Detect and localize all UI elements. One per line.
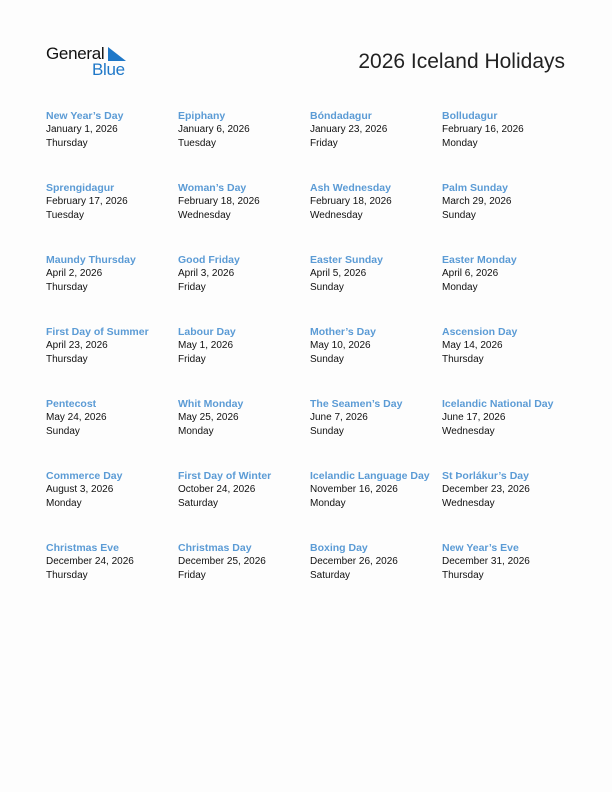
holiday-row [46, 541, 576, 613]
holiday-name: Maundy Thursday [46, 254, 136, 266]
holiday-weekday: Saturday [310, 570, 351, 581]
holiday-date: April 5, 2026 [310, 268, 367, 279]
holiday-row [46, 397, 576, 469]
holiday-weekday: Friday [178, 570, 206, 581]
page-title: 2026 Iceland Holidays [358, 50, 565, 73]
holiday-name: The Seamen’s Day [310, 398, 403, 410]
holiday-date: June 17, 2026 [442, 412, 506, 423]
holiday-date: October 24, 2026 [178, 484, 256, 495]
holiday-name: Whit Monday [178, 398, 244, 410]
holiday-entry [442, 469, 574, 541]
holiday-weekday: Thursday [46, 282, 88, 293]
holiday-weekday: Sunday [46, 426, 80, 437]
holiday-weekday: Monday [46, 498, 82, 509]
holiday-date: August 3, 2026 [46, 484, 114, 495]
holiday-name: Epiphany [178, 110, 226, 122]
holiday-entry [178, 253, 310, 325]
holiday-entry [46, 109, 178, 181]
holiday-weekday: Sunday [442, 210, 476, 221]
holiday-date: June 7, 2026 [310, 412, 368, 423]
holiday-entry [46, 541, 178, 613]
holiday-date: February 18, 2026 [310, 196, 392, 207]
holiday-name: Woman’s Day [178, 182, 247, 194]
holiday-entry [310, 397, 442, 469]
holiday-row [46, 253, 576, 325]
holiday-name: St Þorlákur’s Day [442, 470, 529, 482]
holiday-weekday: Monday [442, 138, 478, 149]
holiday-name: First Day of Summer [46, 326, 149, 338]
holiday-weekday: Friday [310, 138, 338, 149]
holiday-weekday: Saturday [178, 498, 219, 509]
holiday-row [46, 109, 576, 181]
holiday-name: Ash Wednesday [310, 182, 391, 194]
holiday-weekday: Wednesday [310, 210, 363, 221]
holiday-entry [178, 469, 310, 541]
holiday-weekday: Thursday [46, 570, 88, 581]
holiday-date: April 23, 2026 [46, 340, 108, 351]
holiday-date: May 14, 2026 [442, 340, 503, 351]
holiday-entry [178, 397, 310, 469]
holiday-row [46, 325, 576, 397]
holiday-name: Easter Monday [442, 254, 517, 266]
holiday-name: Boxing Day [310, 542, 368, 554]
holiday-weekday: Sunday [310, 426, 344, 437]
holiday-date: May 10, 2026 [310, 340, 371, 351]
brand-logo [46, 44, 136, 80]
holiday-weekday: Friday [178, 282, 206, 293]
holiday-row [46, 181, 576, 253]
holiday-name: Ascension Day [442, 326, 518, 338]
logo-text-blue: Blue [92, 60, 125, 79]
holiday-entry [310, 253, 442, 325]
holiday-date: December 23, 2026 [442, 484, 530, 495]
holiday-name: Pentecost [46, 398, 97, 410]
holiday-weekday: Sunday [310, 354, 344, 365]
holiday-entry [178, 325, 310, 397]
holiday-name: First Day of Winter [178, 470, 272, 482]
holiday-entry [178, 109, 310, 181]
holiday-entry [310, 325, 442, 397]
holiday-entry [310, 469, 442, 541]
holiday-date: December 26, 2026 [310, 556, 398, 567]
holiday-entry [178, 541, 310, 613]
holiday-entry [178, 181, 310, 253]
holiday-weekday: Monday [310, 498, 346, 509]
holiday-date: November 16, 2026 [310, 484, 398, 495]
holiday-name: Good Friday [178, 254, 240, 266]
holiday-weekday: Thursday [442, 354, 484, 365]
holiday-entry [46, 469, 178, 541]
holiday-entry [442, 397, 574, 469]
holiday-name: Commerce Day [46, 470, 123, 482]
holiday-weekday: Friday [178, 354, 206, 365]
holiday-date: April 2, 2026 [46, 268, 103, 279]
holiday-date: February 18, 2026 [178, 196, 260, 207]
holiday-weekday: Thursday [46, 138, 88, 149]
holiday-weekday: Wednesday [442, 426, 495, 437]
holiday-entry [310, 541, 442, 613]
holiday-weekday: Wednesday [442, 498, 495, 509]
holiday-entry [442, 541, 574, 613]
logo-text-general: General [46, 44, 105, 63]
holiday-name: Mother’s Day [310, 326, 376, 338]
holiday-name: New Year’s Day [46, 110, 124, 122]
holiday-name: Bóndadagur [310, 110, 372, 122]
holiday-weekday: Monday [442, 282, 478, 293]
holiday-date: December 25, 2026 [178, 556, 266, 567]
holiday-entry [442, 325, 574, 397]
holiday-date: February 16, 2026 [442, 124, 524, 135]
logo-triangle-icon [108, 47, 126, 61]
holiday-name: Sprengidagur [46, 182, 115, 194]
holiday-name: New Year’s Eve [442, 542, 519, 554]
holiday-entry [46, 325, 178, 397]
holiday-name: Easter Sunday [310, 254, 383, 266]
holiday-weekday: Sunday [310, 282, 344, 293]
holiday-date: December 31, 2026 [442, 556, 530, 567]
holiday-date: March 29, 2026 [442, 196, 512, 207]
holiday-entry [442, 181, 574, 253]
holiday-date: February 17, 2026 [46, 196, 128, 207]
holiday-entry [442, 253, 574, 325]
holiday-entry [46, 397, 178, 469]
holiday-weekday: Wednesday [178, 210, 231, 221]
holiday-name: Icelandic Language Day [310, 470, 430, 482]
holiday-date: April 3, 2026 [178, 268, 235, 279]
holiday-name: Christmas Eve [46, 542, 119, 554]
holiday-date: December 24, 2026 [46, 556, 134, 567]
holiday-date: January 23, 2026 [310, 124, 388, 135]
holiday-name: Bolludagur [442, 110, 498, 122]
holiday-name: Palm Sunday [442, 182, 508, 194]
holiday-date: May 24, 2026 [46, 412, 107, 423]
holiday-date: January 6, 2026 [178, 124, 250, 135]
holiday-entry [442, 109, 574, 181]
holiday-date: January 1, 2026 [46, 124, 118, 135]
holiday-weekday: Thursday [442, 570, 484, 581]
holiday-weekday: Thursday [46, 354, 88, 365]
holiday-entry [46, 253, 178, 325]
holiday-weekday: Tuesday [178, 138, 216, 149]
holiday-date: May 1, 2026 [178, 340, 234, 351]
holiday-name: Labour Day [178, 326, 236, 338]
holiday-name: Icelandic National Day [442, 398, 554, 410]
holiday-entry [310, 181, 442, 253]
holiday-date: April 6, 2026 [442, 268, 499, 279]
holiday-weekday: Tuesday [46, 210, 84, 221]
holiday-grid [46, 109, 576, 613]
holiday-weekday: Monday [178, 426, 214, 437]
holiday-name: Christmas Day [178, 542, 252, 554]
holiday-entry [310, 109, 442, 181]
holiday-date: May 25, 2026 [178, 412, 239, 423]
holiday-row [46, 469, 576, 541]
holiday-entry [46, 181, 178, 253]
